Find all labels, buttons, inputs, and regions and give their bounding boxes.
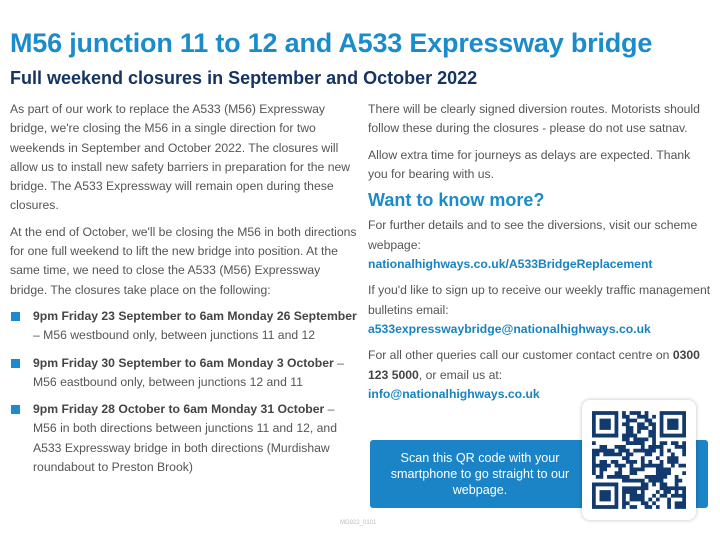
closure-dates: 9pm Friday 23 September to 6am Monday 26 September — [33, 308, 357, 323]
qr-code-icon[interactable] — [592, 411, 686, 509]
october-paragraph: At the end of October, we'll be closing the M56 in both directions for one full weekend to lift the new bridge into position. At the same time, we need to close the A533 (M56) Expressway bridge. The closures take place on the following: — [10, 224, 357, 297]
document-code: MG922_0101 — [340, 520, 377, 526]
intro-paragraph: As part of our work to replace the A533 (M56) Expressway bridge, we're closing the M56 in a single direction for two weekends in September and October 2022. The closures will allow us to install new safety barriers in preparation for the new bridge. The A533 Expressway will remain open during these closures. — [10, 102, 351, 213]
closure-item — [10, 400, 358, 477]
qr-instructions: Scan this QR code with your smartphone to go straight to our webpage. — [390, 451, 570, 497]
bullet-icon — [11, 405, 20, 414]
phone-number: 0300 123 5000 — [368, 348, 700, 382]
scheme-webpage-link[interactable]: nationalhighways.co.uk/A533BridgeReplacement — [368, 257, 653, 272]
webpage-paragraph — [368, 216, 713, 274]
page-subtitle: Full weekend closures in September and October 2022 — [10, 68, 478, 88]
bullet-icon — [11, 359, 20, 368]
bulletin-paragraph — [368, 281, 713, 339]
qr-code-card — [582, 400, 696, 520]
closure-item — [10, 354, 358, 393]
info-email-link[interactable]: info@nationalhighways.co.uk — [368, 386, 540, 401]
bullet-icon — [11, 312, 20, 321]
delay-paragraph: Allow extra time for journeys as delays are expected. Thank you for bearing with us. — [368, 147, 691, 181]
diversion-paragraph: There will be clearly signed diversion routes. Motorists should follow these during the closures - please do not use satnav. — [368, 102, 700, 136]
closure-detail: – M56 eastbound only, between junctions 12 and 11 — [33, 355, 344, 389]
right-column — [368, 100, 713, 411]
contact-text-2: , or email us at: — [418, 367, 503, 382]
closure-dates: 9pm Friday 28 October to 6am Monday 31 October — [33, 402, 325, 417]
bulletin-text: If you'd like to sign up to receive our weekly traffic management bulletins email: — [368, 283, 711, 317]
page-title: M56 junction 11 to 12 and A533 Expressway bridge — [10, 28, 653, 58]
closure-dates: 9pm Friday 30 September to 6am Monday 3 October — [33, 355, 334, 370]
closure-detail: – M56 westbound only, between junctions 11 and 12 — [33, 328, 316, 343]
closure-detail: – M56 in both directions between junctions 11 and 12, and A533 Expressway bridge in both directions (Murdishaw roundabout to Preston Brook) — [33, 402, 337, 475]
closure-item — [10, 307, 358, 346]
webpage-text: For further details and to see the diversions, visit our scheme webpage: — [368, 218, 698, 252]
more-info-heading: Want to know more? — [368, 190, 545, 211]
bulletin-email-link[interactable]: a533expresswaybridge@nationalhighways.co.uk — [368, 321, 651, 336]
contact-text: For all other queries call our customer contact centre on — [368, 348, 673, 363]
left-column — [10, 100, 358, 485]
contact-paragraph — [368, 346, 713, 404]
